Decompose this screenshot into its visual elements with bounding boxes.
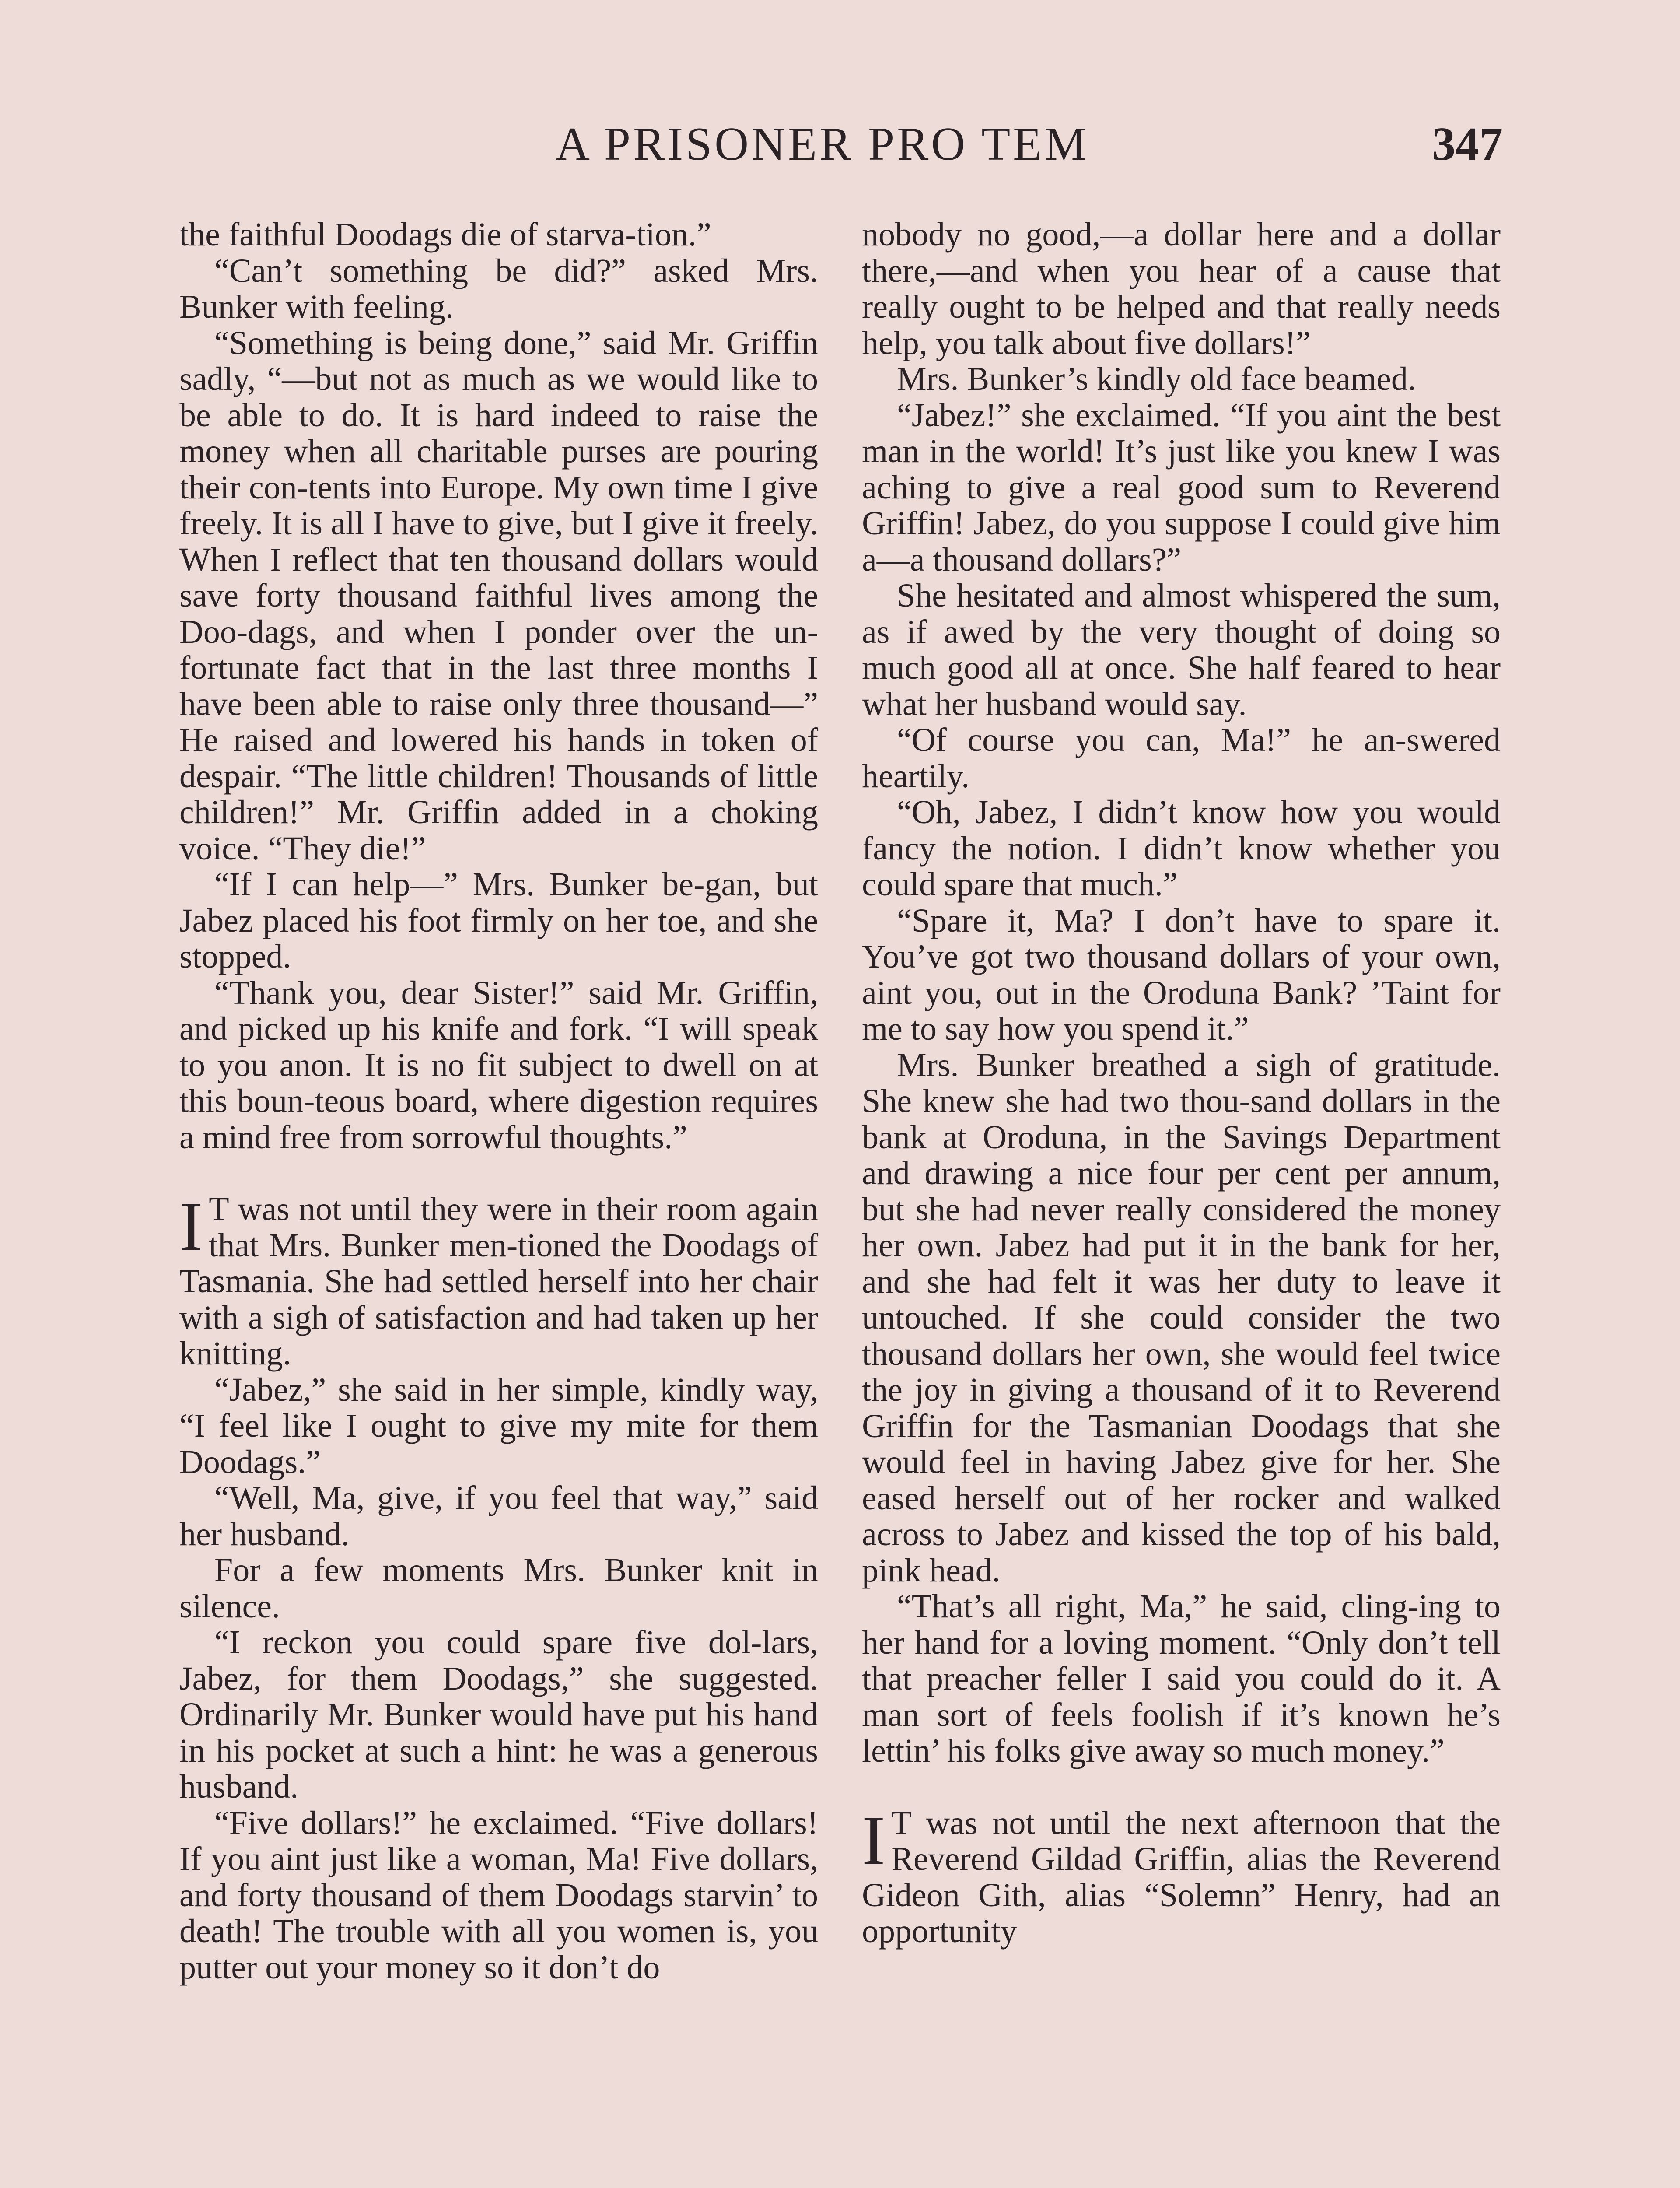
section-opening-paragraph [862,1801,1501,1950]
paragraph: “Can’t something be did?” asked Mrs. Bunker with feeling. [179,252,818,325]
paragraph: “I reckon you could spare five dol-lars, Jabez, for them Doodags,” she suggested. Ordinarily Mr. Bunker would have put his hand in his pocket at such a hint: he was a generous husband. [179,1624,818,1805]
paragraph: “Thank you, dear Sister!” said Mr. Griffin, and picked up his knife and fork. “I will speak to you anon. It is no fit subject to dwell on at this boun-teous board, where digestion requires a mind free from sorrowful thoughts.” [179,974,818,1156]
left-column [179,217,818,1985]
paragraph: For a few moments Mrs. Bunker knit in silence. [179,1552,818,1625]
drop-cap: I [179,1187,203,1265]
paragraph: “Something is being done,” said Mr. Griffin sadly, “—but not as much as we would like to be able to do. It is hard indeed to raise the money when all charitable purses are pouring their con-tents into Europe. My own time I give freely. It is all I have to give, but I give it freely. When I reflect that ten thousand dollars would save forty thousand faithful lives among the Doo-dags, and when I ponder over the un-fortunate fact that in the last three months I have been able to raise only three thousand—” He raised and lowered his hands in token of despair. “The little children! Thousands of little children!” Mr. Griffin added in a choking voice. “They die!” [179,324,818,867]
right-column [862,217,1501,1950]
page-number: 347 [1432,118,1503,170]
paragraph: “Oh, Jabez, I didn’t know how you would fancy the notion. I didn’t know whether you could spare that much.” [862,794,1501,903]
paragraph: “Jabez,” she said in her simple, kindly way, “I feel like I ought to give my mite for them Doodags.” [179,1371,818,1480]
paragraph: “Jabez!” she exclaimed. “If you aint the best man in the world! It’s just like you knew I was aching to give a real good sum to Reverend Griffin! Jabez, do you suppose I could give him a—a thousand dollars?” [862,396,1501,578]
paragraph: “Five dollars!” he exclaimed. “Five dollars! If you aint just like a woman, Ma! Five dollars, and forty thousand of them Doodags starvin’ to death! The trouble with all you women is, you putter out your money so it don’t do [179,1804,818,1986]
paragraph: Mrs. Bunker breathed a sigh of gratitude. She knew she had two thou-sand dollars in the bank at Oroduna, in the Savings Department and drawing a nice four per cent per annum, but she had never really considered the money her own. Jabez had put it in the bank for her, and she had felt it was her duty to leave it untouched. If she could consider the two thousand dollars her own, she would feel twice the joy in giving a thousand of it to Reverend Griffin for the Tasmanian Doodags that she would feel in having Jabez give for her. She eased herself out of her rocker and walked across to Jabez and kissed the top of his bald, pink head. [862,1046,1501,1589]
paragraph: the faithful Doodags die of starva-tion.” [179,216,711,253]
paragraph: She hesitated and almost whispered the sum, as if awed by the very thought of doing so much good all at once. She half feared to hear what her husband would say. [862,577,1501,722]
paragraph: “Of course you can, Ma!” he an-swered heartily. [862,722,1501,795]
paragraph: “If I can help—” Mrs. Bunker be-gan, but Jabez placed his foot firmly on her toe, and she stopped. [179,866,818,975]
section-opening-text: T was not until they were in their room again that Mrs. Bunker men-tioned the Doodags of Tasmania. She had settled herself into her chair with a sigh of satisfaction and had taken up her knitting. [179,1191,818,1372]
page-header [0,117,1680,179]
paragraph: nobody no good,—a dollar here and a dollar there,—and when you hear of a cause that really ought to be helped and that really needs help, you talk about five dollars!” [862,216,1501,361]
running-title: A PRISONER PRO TEM [556,118,1089,170]
drop-cap: I [862,1801,886,1879]
section-opening-text: T was not until the next afternoon that the Reverend Gildad Griffin, alias the Reverend Gideon Gith, alias “Solemn” Henry, had an opportunity [862,1804,1501,1950]
paragraph: Mrs. Bunker’s kindly old face beamed. [897,361,1416,397]
paragraph: “Spare it, Ma? I don’t have to spare it. You’ve got two thousand dollars of your own, aint you, out in the Oroduna Bank? ’Taint for me to say how you spend it.” [862,902,1501,1047]
paragraph: “That’s all right, Ma,” he said, cling-ing to her hand for a loving moment. “Only don’t tell that preacher feller I said you could do it. A man sort of feels foolish if it’s known he’s lettin’ his folks give away so much money.” [862,1588,1501,1769]
paragraph: “Well, Ma, give, if you feel that way,” said her husband. [179,1480,818,1553]
section-opening-paragraph [179,1187,818,1372]
